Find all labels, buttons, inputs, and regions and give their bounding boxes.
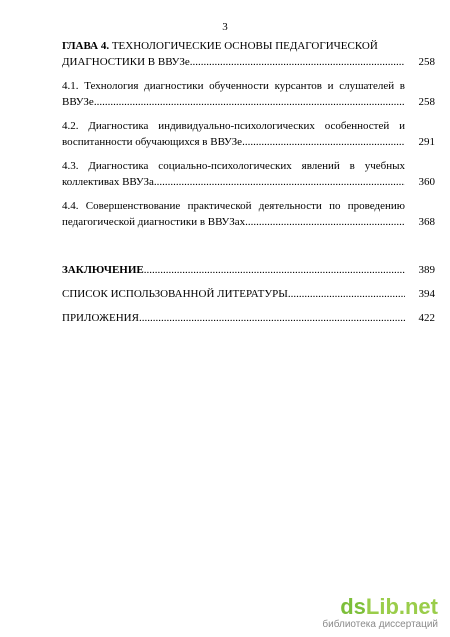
toc-entry-4-2[interactable] <box>62 118 435 150</box>
dslib-subtitle: библиотека диссертаций <box>322 619 438 630</box>
toc-page-number: 389 <box>418 264 435 276</box>
toc-page-number: 291 <box>418 136 435 148</box>
table-of-contents <box>62 38 435 334</box>
toc-entry-4-2-line2: воспитанности обучающихся в ВВУЗе <box>62 136 243 148</box>
toc-chapter-4-title: ТЕХНОЛОГИЧЕСКИЕ ОСНОВЫ ПЕДАГОГИЧЕСКОЙ <box>111 40 378 52</box>
toc-entry-4-3-line2: коллективах ВВУЗа <box>62 176 154 188</box>
dslib-logo-ds: ds <box>340 594 366 619</box>
toc-leader-dots <box>245 214 405 230</box>
toc-page-number: 394 <box>418 288 435 300</box>
toc-leader-dots <box>288 286 405 302</box>
toc-entry-4-4-line2: педагогической диагностики в ВВУЗах <box>62 216 246 228</box>
toc-references-title: СПИСОК ИСПОЛЬЗОВАННОЙ ЛИТЕРАТУРЫ <box>62 288 288 300</box>
toc-entry-appendices[interactable] <box>62 310 435 326</box>
toc-leader-dots <box>144 262 405 278</box>
toc-entry-4-2-line1: 4.2. Диагностика индивидуально-психологических особенностей и <box>62 120 405 132</box>
toc-entry-4-1-line2: ВВУЗе <box>62 96 94 108</box>
toc-entry-4-3-line1: 4.3. Диагностика социально-психологических явлений в учебных <box>62 160 405 172</box>
toc-chapter-4-line1 <box>62 38 405 54</box>
toc-entry-4-4-line1: 4.4. Совершенствование практической деятельности по проведению <box>62 200 405 212</box>
toc-page-number: 368 <box>418 216 435 228</box>
toc-entry-references[interactable] <box>62 286 435 302</box>
toc-leader-dots <box>139 310 405 326</box>
toc-entry-4-1[interactable] <box>62 78 435 110</box>
toc-leader-dots <box>94 94 405 110</box>
dslib-logo-lib: Lib.net <box>365 594 438 619</box>
toc-entry-4-3[interactable] <box>62 158 435 190</box>
dslib-logo <box>318 595 438 619</box>
toc-page-number: 258 <box>418 56 435 68</box>
toc-leader-dots <box>190 54 405 70</box>
toc-page-number: 422 <box>418 312 435 324</box>
toc-conclusion-title: ЗАКЛЮЧЕНИЕ <box>62 264 144 276</box>
section-gap <box>62 238 405 262</box>
toc-entry-chapter-4[interactable] <box>62 38 435 70</box>
toc-page-number: 258 <box>418 96 435 108</box>
toc-entry-4-4[interactable] <box>62 198 435 230</box>
toc-leader-dots <box>154 174 405 190</box>
toc-chapter-4-label: ГЛАВА 4. <box>62 40 110 52</box>
toc-entry-conclusion[interactable] <box>62 262 435 278</box>
toc-entry-4-1-line1: 4.1. Технология диагностики обученности курсантов и слушателей в <box>62 80 405 92</box>
toc-page-number: 360 <box>418 176 435 188</box>
toc-chapter-4-title-line2: ДИАГНОСТИКИ В ВВУЗе <box>62 56 190 68</box>
toc-appendices-title: ПРИЛОЖЕНИЯ <box>62 312 139 324</box>
dslib-watermark <box>318 595 438 631</box>
toc-leader-dots <box>242 134 405 150</box>
page-number: 3 <box>222 21 228 33</box>
